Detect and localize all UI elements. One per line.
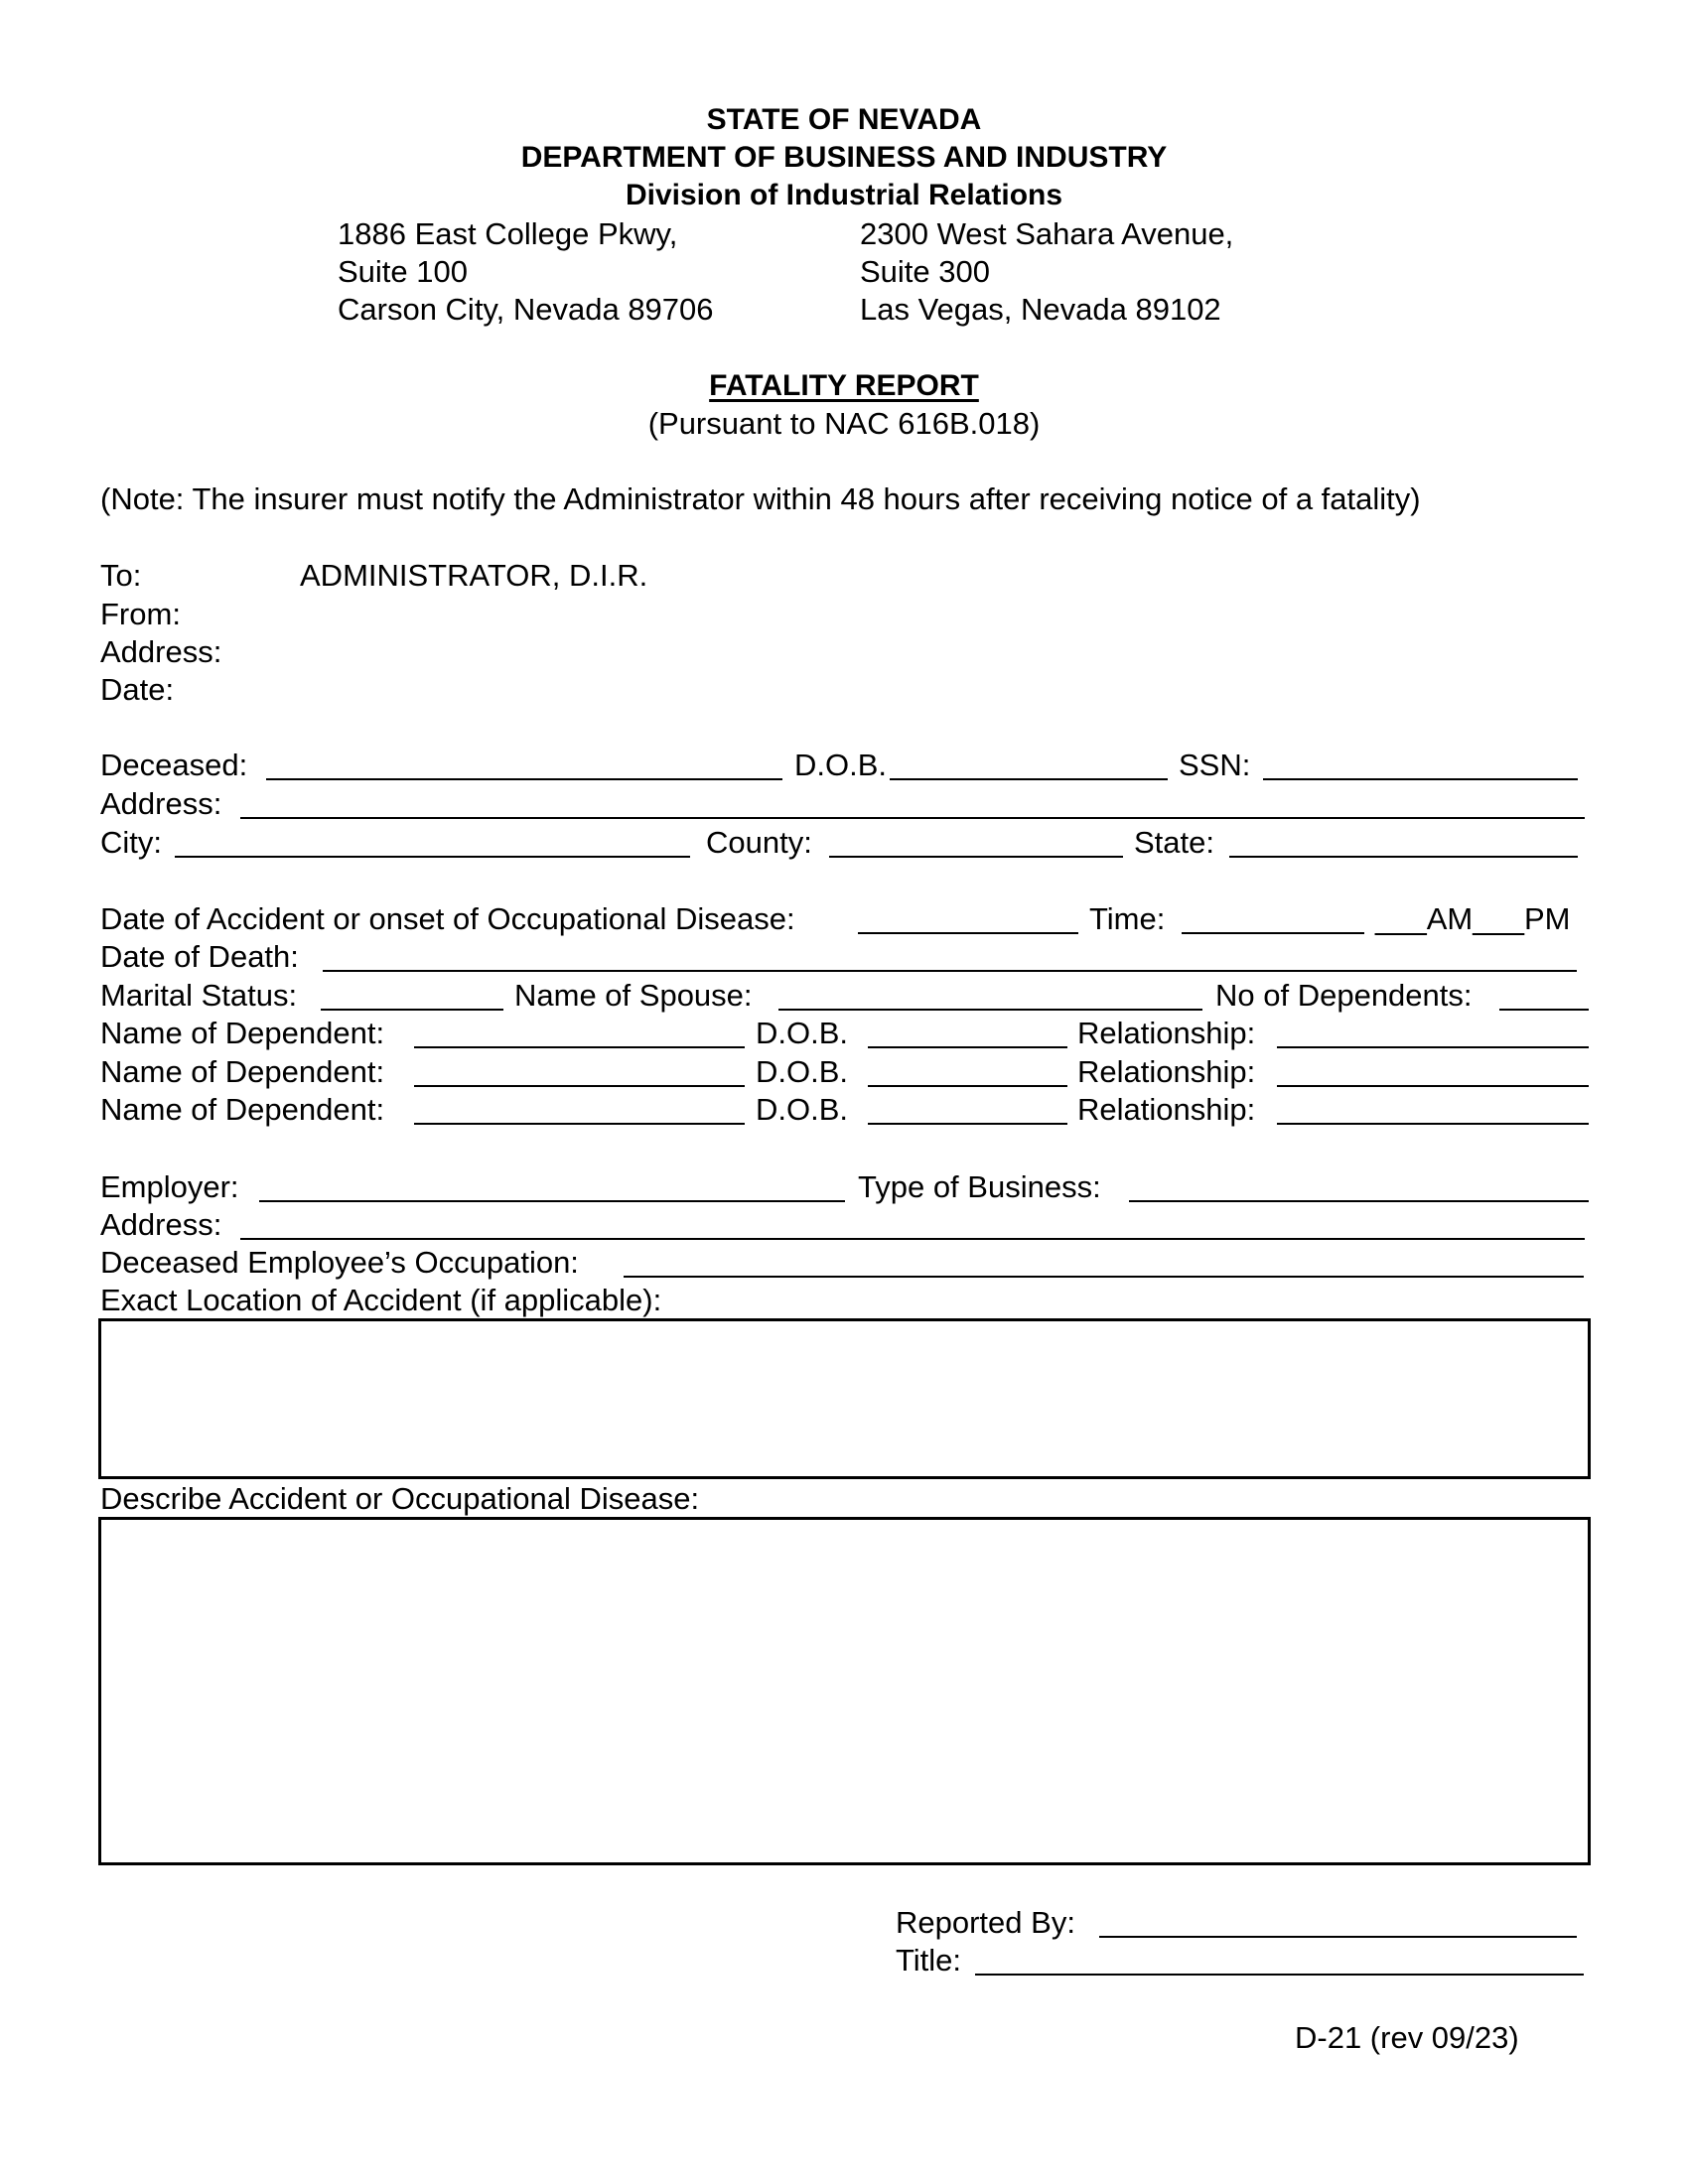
to-value: ADMINISTRATOR, D.I.R. xyxy=(300,558,648,593)
am-pm-selector[interactable]: ___AM___PM xyxy=(1375,901,1571,936)
reporter-title-field[interactable] xyxy=(975,1974,1584,1976)
dependent-relationship-field[interactable] xyxy=(1277,1123,1589,1125)
reported-by-field[interactable] xyxy=(1099,1936,1577,1938)
dependent-relationship-label: Relationship: xyxy=(1077,1092,1256,1127)
deceased-address-field[interactable] xyxy=(240,817,1585,819)
county-label: County: xyxy=(706,825,812,860)
reported-by-label: Reported By: xyxy=(896,1905,1075,1940)
occupation-label: Deceased Employee’s Occupation: xyxy=(100,1245,579,1280)
dependent-relationship-field[interactable] xyxy=(1277,1046,1589,1048)
city-field[interactable] xyxy=(175,856,690,858)
occupation-field[interactable] xyxy=(624,1276,1584,1278)
insurer-note: (Note: The insurer must notify the Administrator within 48 hours after receiving notice of a fatality) xyxy=(100,481,1421,516)
lasvegas-address-line3: Las Vegas, Nevada 89102 xyxy=(860,292,1221,327)
accident-date-field[interactable] xyxy=(858,932,1078,934)
department-heading: DEPARTMENT OF BUSINESS AND INDUSTRY xyxy=(520,141,1168,174)
city-label: City: xyxy=(100,825,162,860)
accident-date-label: Date of Accident or onset of Occupational Disease: xyxy=(100,901,795,936)
dependent-name-label: Name of Dependent: xyxy=(100,1092,385,1127)
carson-address-line3: Carson City, Nevada 89706 xyxy=(338,292,714,327)
deceased-label: Deceased: xyxy=(100,748,248,782)
deceased-dob-field[interactable] xyxy=(890,778,1168,780)
marital-status-label: Marital Status: xyxy=(100,978,298,1013)
reporter-title-label: Title: xyxy=(896,1943,962,1978)
carson-address-line2: Suite 100 xyxy=(338,254,468,289)
death-date-field[interactable] xyxy=(323,970,1577,972)
dependent-name-field[interactable] xyxy=(414,1046,745,1048)
employer-address-field[interactable] xyxy=(240,1238,1585,1240)
marital-status-field[interactable] xyxy=(321,1009,503,1011)
death-date-label: Date of Death: xyxy=(100,939,299,974)
deceased-dob-label: D.O.B. xyxy=(794,748,888,782)
county-field[interactable] xyxy=(829,856,1123,858)
lasvegas-address-line1: 2300 West Sahara Avenue, xyxy=(860,216,1234,251)
form-subtitle: (Pursuant to NAC 616B.018) xyxy=(647,406,1041,441)
state-label: State: xyxy=(1134,825,1214,860)
form-title: FATALITY REPORT xyxy=(709,369,979,402)
dependent-relationship-label: Relationship: xyxy=(1077,1054,1256,1089)
accident-location-label: Exact Location of Accident (if applicable): xyxy=(100,1283,662,1317)
business-type-field[interactable] xyxy=(1129,1200,1589,1202)
dependent-relationship-label: Relationship: xyxy=(1077,1016,1256,1050)
dependent-dob-field[interactable] xyxy=(868,1046,1067,1048)
dependent-dob-label: D.O.B. xyxy=(756,1092,849,1127)
to-label: To: xyxy=(100,558,142,593)
dependent-name-field[interactable] xyxy=(414,1123,745,1125)
dependent-dob-label: D.O.B. xyxy=(756,1016,849,1050)
time-field[interactable] xyxy=(1182,932,1364,934)
spouse-name-label: Name of Spouse: xyxy=(514,978,753,1013)
dependent-name-field[interactable] xyxy=(414,1085,745,1087)
state-heading: STATE OF NEVADA xyxy=(706,103,982,136)
dependent-name-label: Name of Dependent: xyxy=(100,1016,385,1050)
employer-label: Employer: xyxy=(100,1169,239,1204)
form-id: D-21 (rev 09/23) xyxy=(1295,2020,1519,2055)
state-field[interactable] xyxy=(1229,856,1578,858)
accident-location-textarea[interactable] xyxy=(98,1318,1591,1479)
employer-address-label: Address: xyxy=(100,1207,222,1242)
from-label: From: xyxy=(100,597,181,631)
division-heading: Division of Industrial Relations xyxy=(625,179,1063,211)
deceased-name-field[interactable] xyxy=(266,778,782,780)
spouse-name-field[interactable] xyxy=(778,1009,1202,1011)
dependent-name-label: Name of Dependent: xyxy=(100,1054,385,1089)
lasvegas-address-line2: Suite 300 xyxy=(860,254,990,289)
accident-description-label: Describe Accident or Occupational Disease: xyxy=(100,1481,700,1516)
dependent-dob-label: D.O.B. xyxy=(756,1054,849,1089)
dependent-dob-field[interactable] xyxy=(868,1085,1067,1087)
carson-address-line1: 1886 East College Pkwy, xyxy=(338,216,678,251)
dependent-relationship-field[interactable] xyxy=(1277,1085,1589,1087)
accident-description-textarea[interactable] xyxy=(98,1517,1591,1865)
business-type-label: Type of Business: xyxy=(858,1169,1101,1204)
time-label: Time: xyxy=(1089,901,1166,936)
dependent-dob-field[interactable] xyxy=(868,1123,1067,1125)
employer-field[interactable] xyxy=(259,1200,845,1202)
memo-date-label: Date: xyxy=(100,672,175,707)
ssn-label: SSN: xyxy=(1179,748,1251,782)
deceased-address-label: Address: xyxy=(100,786,222,821)
num-dependents-label: No of Dependents: xyxy=(1215,978,1473,1013)
ssn-field[interactable] xyxy=(1263,778,1578,780)
memo-address-label: Address: xyxy=(100,634,222,669)
num-dependents-field[interactable] xyxy=(1499,1009,1589,1011)
